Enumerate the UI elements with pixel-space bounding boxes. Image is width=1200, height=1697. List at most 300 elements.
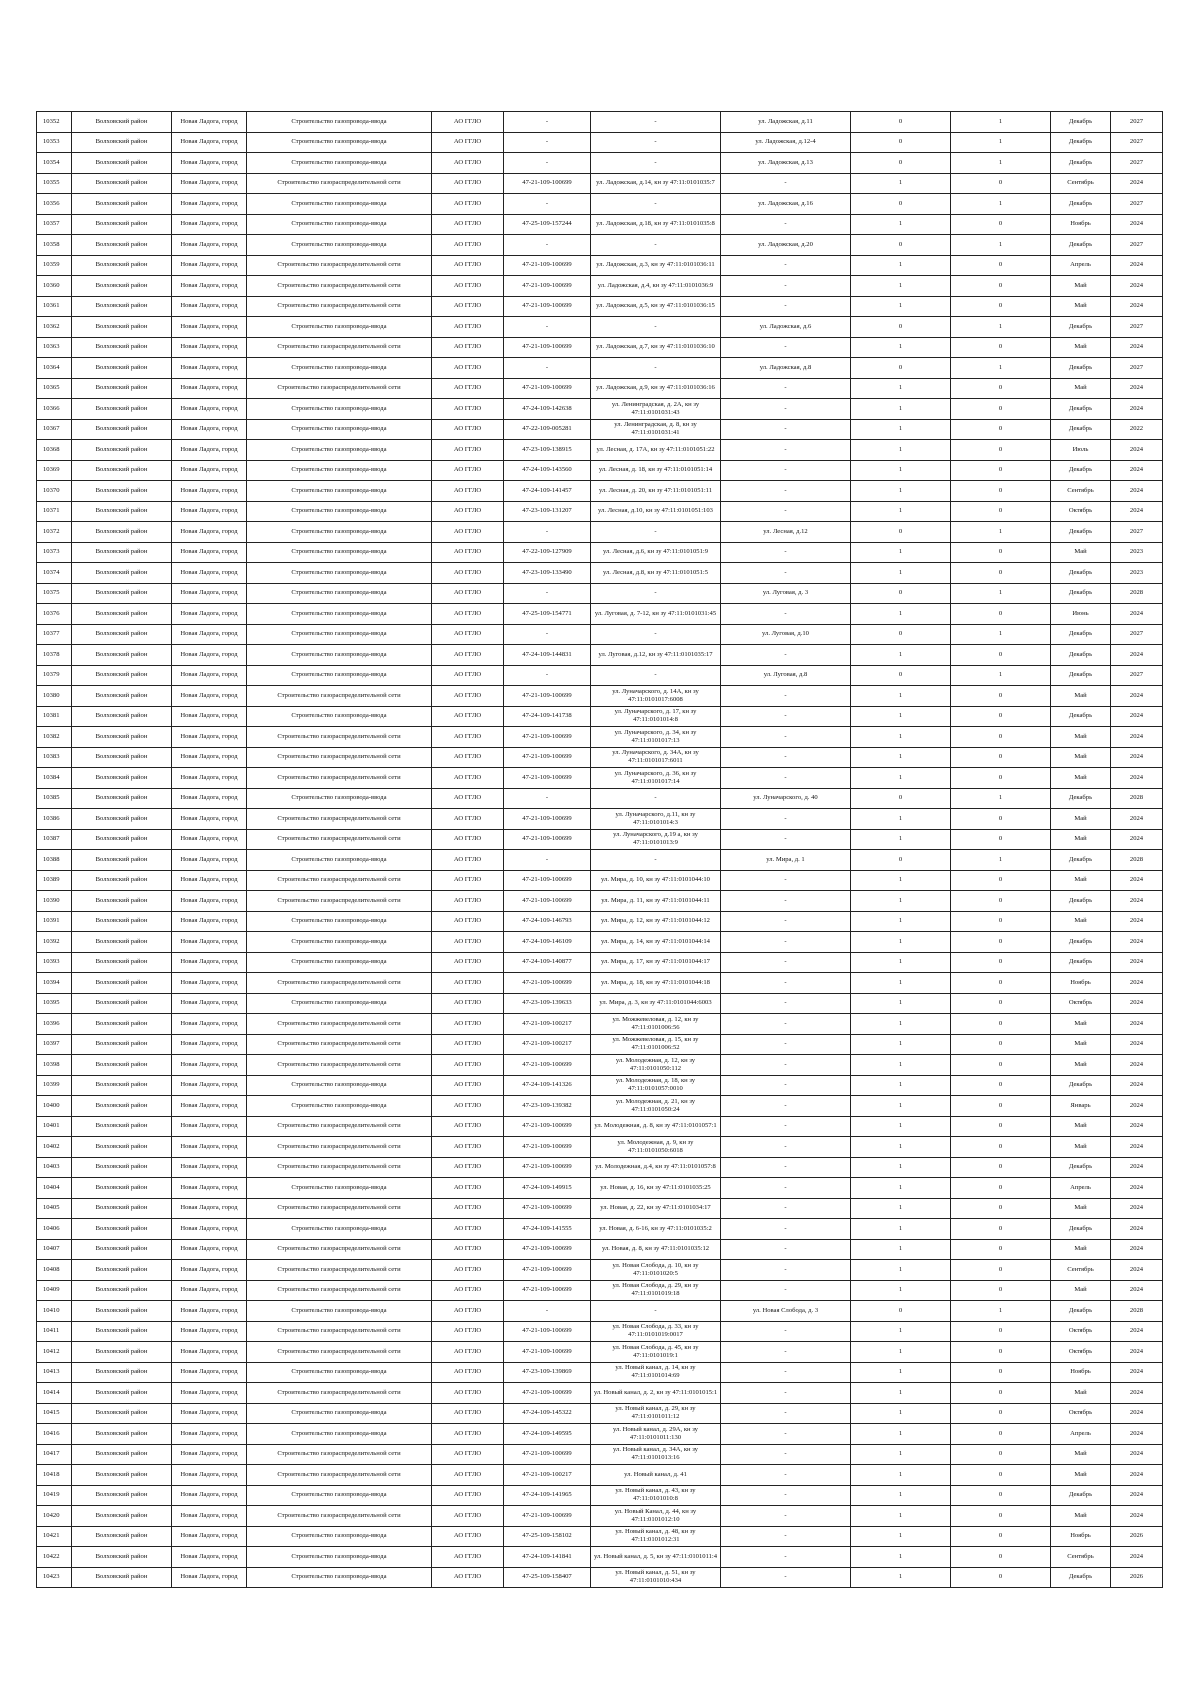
cell-district: Волховский район — [72, 153, 172, 174]
cell-district: Волховский район — [72, 378, 172, 399]
cell-value-b: 0 — [951, 296, 1051, 317]
cell-year: 2026 — [1111, 1526, 1163, 1547]
table-row — [37, 870, 1163, 891]
cell-settlement: Новая Ладога, город — [172, 419, 247, 440]
cell-work-type: Строительство газораспределительной сети — [247, 276, 432, 297]
cell-address: - — [721, 1260, 851, 1281]
table-row — [37, 194, 1163, 215]
cell-settlement: Новая Ладога, город — [172, 1403, 247, 1424]
cell-row-number: 10395 — [37, 993, 72, 1014]
cell-settlement: Новая Ладога, город — [172, 337, 247, 358]
cell-district: Волховский район — [72, 1137, 172, 1158]
cell-value-a: 1 — [851, 1260, 951, 1281]
cell-organization: АО ГГЛО — [432, 1178, 504, 1199]
table-row — [37, 1301, 1163, 1322]
cell-address: - — [721, 1485, 851, 1506]
cell-year: 2024 — [1111, 932, 1163, 953]
cell-row-number: 10422 — [37, 1547, 72, 1568]
cell-settlement: Новая Ладога, город — [172, 173, 247, 194]
cell-work-type: Строительство газопровода-ввода — [247, 788, 432, 809]
cell-application-number: - — [504, 112, 591, 133]
cell-application-number: 47-21-109-100699 — [504, 1055, 591, 1076]
cell-address-cadastral: - — [591, 153, 721, 174]
cell-value-a: 1 — [851, 1239, 951, 1260]
cell-month: Декабрь — [1051, 645, 1111, 666]
cell-address-cadastral: - — [591, 1301, 721, 1322]
cell-address-cadastral: - — [591, 112, 721, 133]
cell-year: 2024 — [1111, 1014, 1163, 1035]
cell-settlement: Новая Ладога, город — [172, 1444, 247, 1465]
cell-row-number: 10384 — [37, 768, 72, 789]
cell-application-number: 47-21-109-100699 — [504, 1506, 591, 1527]
cell-application-number: 47-21-109-100699 — [504, 809, 591, 830]
cell-month: Апрель — [1051, 255, 1111, 276]
cell-organization: АО ГГЛО — [432, 1383, 504, 1404]
cell-value-b: 0 — [951, 952, 1051, 973]
cell-work-type: Строительство газораспределительной сети — [247, 686, 432, 707]
cell-year: 2024 — [1111, 214, 1163, 235]
cell-application-number: 47-21-109-100699 — [504, 768, 591, 789]
cell-district: Волховский район — [72, 1239, 172, 1260]
cell-value-a: 1 — [851, 1034, 951, 1055]
cell-value-a: 0 — [851, 788, 951, 809]
cell-value-b: 1 — [951, 153, 1051, 174]
cell-row-number: 10371 — [37, 501, 72, 522]
cell-settlement: Новая Ладога, город — [172, 235, 247, 256]
cell-settlement: Новая Ладога, город — [172, 1096, 247, 1117]
cell-value-b: 0 — [951, 378, 1051, 399]
cell-district: Волховский район — [72, 1424, 172, 1445]
cell-settlement: Новая Ладога, город — [172, 460, 247, 481]
cell-application-number: 47-23-109-139382 — [504, 1096, 591, 1117]
cell-address-cadastral: ул. Мира, д. 10, кн зу 47:11:0101044:10 — [591, 870, 721, 891]
cell-address: ул. Мира, д. 1 — [721, 850, 851, 871]
cell-address-cadastral: ул. Луначарского, д. 17, кн зу 47:11:0101014:8 — [591, 706, 721, 727]
cell-address-cadastral: - — [591, 317, 721, 338]
cell-address: ул. Ладожская, д.11 — [721, 112, 851, 133]
cell-address-cadastral: ул. Луначарского, д.19 а, кн зу 47:11:0101013:9 — [591, 829, 721, 850]
cell-address: - — [721, 214, 851, 235]
cell-value-b: 0 — [951, 645, 1051, 666]
table-row — [37, 747, 1163, 768]
table-row — [37, 686, 1163, 707]
cell-value-a: 1 — [851, 1567, 951, 1588]
cell-month: Май — [1051, 768, 1111, 789]
cell-address-cadastral: ул. Можжевеловая, д. 12, кн зу 47:11:0101006:56 — [591, 1014, 721, 1035]
cell-value-b: 0 — [951, 501, 1051, 522]
cell-district: Волховский район — [72, 952, 172, 973]
cell-organization: АО ГГЛО — [432, 1157, 504, 1178]
cell-organization: АО ГГЛО — [432, 747, 504, 768]
cell-organization: АО ГГЛО — [432, 665, 504, 686]
cell-organization: АО ГГЛО — [432, 952, 504, 973]
cell-work-type: Строительство газопровода-ввода — [247, 1526, 432, 1547]
table-row — [37, 501, 1163, 522]
cell-row-number: 10398 — [37, 1055, 72, 1076]
cell-work-type: Строительство газопровода-ввода — [247, 1178, 432, 1199]
cell-settlement: Новая Ладога, город — [172, 952, 247, 973]
table-row — [37, 317, 1163, 338]
table-row — [37, 1362, 1163, 1383]
cell-work-type: Строительство газопровода-ввода — [247, 153, 432, 174]
cell-value-b: 0 — [951, 809, 1051, 830]
cell-address-cadastral: ул. Новый канал, д. 43, кн зу 47:11:0101010:8 — [591, 1485, 721, 1506]
cell-application-number: 47-23-109-138915 — [504, 440, 591, 461]
cell-value-b: 0 — [951, 973, 1051, 994]
cell-value-b: 0 — [951, 727, 1051, 748]
cell-settlement: Новая Ладога, город — [172, 1280, 247, 1301]
cell-application-number: - — [504, 522, 591, 543]
cell-address: - — [721, 481, 851, 502]
table-row — [37, 1157, 1163, 1178]
cell-application-number: 47-24-109-140877 — [504, 952, 591, 973]
cell-organization: АО ГГЛО — [432, 255, 504, 276]
cell-value-a: 1 — [851, 993, 951, 1014]
cell-value-a: 1 — [851, 911, 951, 932]
cell-work-type: Строительство газораспределительной сети — [247, 1506, 432, 1527]
cell-value-b: 0 — [951, 1465, 1051, 1486]
table-row — [37, 419, 1163, 440]
cell-address: - — [721, 542, 851, 563]
cell-value-a: 1 — [851, 419, 951, 440]
cell-value-a: 1 — [851, 1280, 951, 1301]
cell-year: 2024 — [1111, 891, 1163, 912]
cell-month: Декабрь — [1051, 624, 1111, 645]
cell-settlement: Новая Ладога, город — [172, 1383, 247, 1404]
cell-district: Волховский район — [72, 583, 172, 604]
cell-settlement: Новая Ладога, город — [172, 1219, 247, 1240]
cell-district: Волховский район — [72, 706, 172, 727]
cell-value-a: 1 — [851, 378, 951, 399]
cell-month: Май — [1051, 1239, 1111, 1260]
cell-value-b: 0 — [951, 1526, 1051, 1547]
cell-value-a: 1 — [851, 1219, 951, 1240]
cell-month: Декабрь — [1051, 583, 1111, 604]
cell-year: 2024 — [1111, 501, 1163, 522]
cell-month: Октябрь — [1051, 1321, 1111, 1342]
cell-organization: АО ГГЛО — [432, 358, 504, 379]
cell-organization: АО ГГЛО — [432, 1506, 504, 1527]
cell-application-number: 47-24-109-146793 — [504, 911, 591, 932]
cell-district: Волховский район — [72, 1547, 172, 1568]
cell-address: - — [721, 1157, 851, 1178]
cell-value-a: 1 — [851, 214, 951, 235]
cell-district: Волховский район — [72, 1178, 172, 1199]
cell-address: - — [721, 1055, 851, 1076]
cell-settlement: Новая Ладога, город — [172, 604, 247, 625]
table-row — [37, 1547, 1163, 1568]
cell-district: Волховский район — [72, 1567, 172, 1588]
cell-year: 2024 — [1111, 1034, 1163, 1055]
cell-address-cadastral: - — [591, 665, 721, 686]
table-row — [37, 1485, 1163, 1506]
cell-year: 2024 — [1111, 1157, 1163, 1178]
cell-address-cadastral: ул. Новый канал, д. 51, кн зу 47:11:0101010:434 — [591, 1567, 721, 1588]
cell-address-cadastral: ул. Новый канал, д. 48, кн зу 47:11:0101012:31 — [591, 1526, 721, 1547]
cell-value-a: 1 — [851, 501, 951, 522]
table-row — [37, 235, 1163, 256]
cell-organization: АО ГГЛО — [432, 1362, 504, 1383]
cell-month: Декабрь — [1051, 399, 1111, 420]
cell-year: 2024 — [1111, 706, 1163, 727]
cell-value-b: 1 — [951, 1301, 1051, 1322]
cell-settlement: Новая Ладога, город — [172, 1342, 247, 1363]
cell-settlement: Новая Ладога, город — [172, 1526, 247, 1547]
cell-value-b: 0 — [951, 1178, 1051, 1199]
cell-row-number: 10386 — [37, 809, 72, 830]
cell-value-a: 1 — [851, 1444, 951, 1465]
cell-month: Декабрь — [1051, 235, 1111, 256]
cell-work-type: Строительство газопровода-ввода — [247, 1567, 432, 1588]
table-row — [37, 1465, 1163, 1486]
cell-row-number: 10385 — [37, 788, 72, 809]
cell-month: Май — [1051, 1506, 1111, 1527]
cell-address-cadastral: ул. Новый канал, д. 2, кн зу 47:11:0101015:1 — [591, 1383, 721, 1404]
cell-settlement: Новая Ладога, город — [172, 583, 247, 604]
cell-row-number: 10416 — [37, 1424, 72, 1445]
cell-year: 2024 — [1111, 1383, 1163, 1404]
cell-value-a: 1 — [851, 1198, 951, 1219]
cell-value-b: 1 — [951, 235, 1051, 256]
cell-application-number: - — [504, 583, 591, 604]
cell-application-number: - — [504, 850, 591, 871]
cell-work-type: Строительство газопровода-ввода — [247, 911, 432, 932]
cell-settlement: Новая Ладога, город — [172, 829, 247, 850]
cell-work-type: Строительство газопровода-ввода — [247, 358, 432, 379]
cell-settlement: Новая Ладога, город — [172, 399, 247, 420]
cell-application-number: 47-21-109-100699 — [504, 1157, 591, 1178]
cell-month: Июль — [1051, 440, 1111, 461]
cell-month: Декабрь — [1051, 153, 1111, 174]
cell-settlement: Новая Ладога, город — [172, 440, 247, 461]
cell-address-cadastral: ул. Ладожская, д.4, кн зу 47:11:0101036:9 — [591, 276, 721, 297]
cell-organization: АО ГГЛО — [432, 1034, 504, 1055]
cell-work-type: Строительство газораспределительной сети — [247, 891, 432, 912]
cell-application-number: 47-23-109-131207 — [504, 501, 591, 522]
cell-district: Волховский район — [72, 1034, 172, 1055]
cell-address-cadastral: ул. Новый Канал, д. 44, кн зу 47:11:0101012:10 — [591, 1506, 721, 1527]
cell-year: 2024 — [1111, 1342, 1163, 1363]
cell-district: Волховский район — [72, 1280, 172, 1301]
cell-year: 2024 — [1111, 276, 1163, 297]
cell-month: Январь — [1051, 1096, 1111, 1117]
cell-year: 2024 — [1111, 809, 1163, 830]
cell-value-a: 1 — [851, 706, 951, 727]
cell-settlement: Новая Ладога, город — [172, 747, 247, 768]
cell-row-number: 10373 — [37, 542, 72, 563]
cell-settlement: Новая Ладога, город — [172, 891, 247, 912]
cell-application-number: 47-21-109-100699 — [504, 1116, 591, 1137]
cell-address-cadastral: ул. Новая, д. 16, кн зу 47:11:0101035:25 — [591, 1178, 721, 1199]
cell-organization: АО ГГЛО — [432, 1075, 504, 1096]
cell-work-type: Строительство газопровода-ввода — [247, 563, 432, 584]
cell-year: 2024 — [1111, 1075, 1163, 1096]
cell-value-a: 1 — [851, 1526, 951, 1547]
cell-address: - — [721, 1526, 851, 1547]
cell-address-cadastral: - — [591, 624, 721, 645]
cell-year: 2024 — [1111, 1465, 1163, 1486]
cell-work-type: Строительство газопровода-ввода — [247, 1075, 432, 1096]
cell-application-number: 47-22-109-127909 — [504, 542, 591, 563]
cell-address: - — [721, 1014, 851, 1035]
cell-row-number: 10390 — [37, 891, 72, 912]
cell-value-a: 1 — [851, 1137, 951, 1158]
cell-settlement: Новая Ладога, город — [172, 481, 247, 502]
cell-year: 2027 — [1111, 132, 1163, 153]
table-row — [37, 1239, 1163, 1260]
cell-year: 2024 — [1111, 911, 1163, 932]
cell-work-type: Строительство газораспределительной сети — [247, 1342, 432, 1363]
cell-application-number: 47-24-109-146109 — [504, 932, 591, 953]
cell-application-number: 47-24-109-141326 — [504, 1075, 591, 1096]
cell-work-type: Строительство газораспределительной сети — [247, 747, 432, 768]
cell-address: - — [721, 1342, 851, 1363]
cell-settlement: Новая Ладога, город — [172, 276, 247, 297]
cell-year: 2027 — [1111, 522, 1163, 543]
cell-district: Волховский район — [72, 173, 172, 194]
cell-address-cadastral: ул. Ладожская, д.3, кн зу 47:11:0101036:11 — [591, 255, 721, 276]
cell-work-type: Строительство газопровода-ввода — [247, 460, 432, 481]
cell-value-b: 0 — [951, 1342, 1051, 1363]
cell-value-a: 1 — [851, 1383, 951, 1404]
cell-application-number: 47-21-109-100217 — [504, 1034, 591, 1055]
cell-district: Волховский район — [72, 1075, 172, 1096]
cell-work-type: Строительство газораспределительной сети — [247, 255, 432, 276]
cell-district: Волховский район — [72, 399, 172, 420]
cell-address-cadastral: ул. Ладожская, д.18, кн зу 47:11:0101035:8 — [591, 214, 721, 235]
cell-application-number: 47-24-109-149915 — [504, 1178, 591, 1199]
cell-address-cadastral: - — [591, 235, 721, 256]
cell-address: - — [721, 1239, 851, 1260]
cell-address-cadastral: - — [591, 132, 721, 153]
cell-value-b: 0 — [951, 1321, 1051, 1342]
cell-year: 2024 — [1111, 1547, 1163, 1568]
table-row — [37, 1526, 1163, 1547]
cell-address-cadastral: ул. Лесная, д.10, кн зу 47:11:0101051:103 — [591, 501, 721, 522]
cell-address-cadastral: ул. Луначарского, д. 36, кн зу 47:11:0101017:14 — [591, 768, 721, 789]
table-row — [37, 173, 1163, 194]
cell-value-a: 0 — [851, 112, 951, 133]
cell-organization: АО ГГЛО — [432, 604, 504, 625]
cell-value-b: 0 — [951, 1547, 1051, 1568]
cell-address-cadastral: ул. Лесная, д.8, кн зу 47:11:0101051:5 — [591, 563, 721, 584]
cell-value-b: 1 — [951, 624, 1051, 645]
cell-address: ул. Лесная, д.12 — [721, 522, 851, 543]
cell-district: Волховский район — [72, 1219, 172, 1240]
cell-value-a: 1 — [851, 686, 951, 707]
cell-address: - — [721, 173, 851, 194]
cell-organization: АО ГГЛО — [432, 932, 504, 953]
cell-value-b: 0 — [951, 1096, 1051, 1117]
cell-row-number: 10412 — [37, 1342, 72, 1363]
cell-work-type: Строительство газопровода-ввода — [247, 706, 432, 727]
table-row — [37, 645, 1163, 666]
cell-district: Волховский район — [72, 665, 172, 686]
cell-district: Волховский район — [72, 296, 172, 317]
cell-address-cadastral: ул. Мира, д. 3, кн зу 47:11:0101044:6003 — [591, 993, 721, 1014]
cell-address: - — [721, 1362, 851, 1383]
cell-district: Волховский район — [72, 214, 172, 235]
cell-district: Волховский район — [72, 645, 172, 666]
cell-district: Волховский район — [72, 1444, 172, 1465]
cell-work-type: Строительство газопровода-ввода — [247, 604, 432, 625]
cell-row-number: 10367 — [37, 419, 72, 440]
cell-value-b: 0 — [951, 1280, 1051, 1301]
cell-address-cadastral: ул. Лесная, д. 17А, кн зу 47:11:0101051:22 — [591, 440, 721, 461]
table-row — [37, 1116, 1163, 1137]
cell-value-b: 1 — [951, 194, 1051, 215]
cell-month: Сентябрь — [1051, 1260, 1111, 1281]
cell-row-number: 10378 — [37, 645, 72, 666]
cell-application-number: 47-24-109-141457 — [504, 481, 591, 502]
cell-value-b: 0 — [951, 870, 1051, 891]
cell-district: Волховский район — [72, 358, 172, 379]
cell-address: - — [721, 768, 851, 789]
cell-address: ул. Луговая, д.10 — [721, 624, 851, 645]
cell-year: 2024 — [1111, 460, 1163, 481]
cell-row-number: 10370 — [37, 481, 72, 502]
cell-row-number: 10410 — [37, 1301, 72, 1322]
cell-address: ул. Ладожская, д.6 — [721, 317, 851, 338]
cell-work-type: Строительство газораспределительной сети — [247, 1137, 432, 1158]
cell-district: Волховский район — [72, 194, 172, 215]
cell-row-number: 10365 — [37, 378, 72, 399]
cell-organization: АО ГГЛО — [432, 1280, 504, 1301]
cell-month: Май — [1051, 1116, 1111, 1137]
cell-organization: АО ГГЛО — [432, 112, 504, 133]
cell-value-b: 0 — [951, 829, 1051, 850]
cell-address-cadastral: ул. Мира, д. 11, кн зу 47:11:0101044:11 — [591, 891, 721, 912]
cell-row-number: 10392 — [37, 932, 72, 953]
cell-row-number: 10419 — [37, 1485, 72, 1506]
cell-address: - — [721, 1034, 851, 1055]
table-row — [37, 665, 1163, 686]
cell-organization: АО ГГЛО — [432, 132, 504, 153]
cell-month: Декабрь — [1051, 1219, 1111, 1240]
cell-work-type: Строительство газопровода-ввода — [247, 235, 432, 256]
table-row — [37, 604, 1163, 625]
cell-value-a: 1 — [851, 870, 951, 891]
cell-year: 2024 — [1111, 1116, 1163, 1137]
cell-organization: АО ГГЛО — [432, 706, 504, 727]
cell-address-cadastral: ул. Новая Слобода, д. 45, кн зу 47:11:0101019:1 — [591, 1342, 721, 1363]
cell-settlement: Новая Ладога, город — [172, 1157, 247, 1178]
cell-settlement: Новая Ладога, город — [172, 850, 247, 871]
cell-settlement: Новая Ладога, город — [172, 214, 247, 235]
cell-address-cadastral: - — [591, 850, 721, 871]
cell-row-number: 10379 — [37, 665, 72, 686]
cell-value-b: 0 — [951, 1116, 1051, 1137]
cell-application-number: 47-21-109-100699 — [504, 255, 591, 276]
cell-row-number: 10380 — [37, 686, 72, 707]
cell-address-cadastral: ул. Новый канал, д. 29, кн зу 47:11:0101011:12 — [591, 1403, 721, 1424]
cell-application-number: - — [504, 317, 591, 338]
table-row — [37, 378, 1163, 399]
cell-address-cadastral: ул. Луначарского, д. 14А, кн зу 47:11:0101017:6008 — [591, 686, 721, 707]
table-row — [37, 973, 1163, 994]
cell-month: Май — [1051, 296, 1111, 317]
cell-organization: АО ГГЛО — [432, 1219, 504, 1240]
cell-row-number: 10374 — [37, 563, 72, 584]
cell-value-a: 1 — [851, 1055, 951, 1076]
cell-month: Май — [1051, 829, 1111, 850]
cell-work-type: Строительство газораспределительной сети — [247, 768, 432, 789]
cell-work-type: Строительство газораспределительной сети — [247, 809, 432, 830]
cell-organization: АО ГГЛО — [432, 1547, 504, 1568]
cell-address-cadastral: ул. Ладожская, д.9, кн зу 47:11:0101036:16 — [591, 378, 721, 399]
cell-value-b: 0 — [951, 1260, 1051, 1281]
cell-address-cadastral: ул. Новый канал, д. 29А, кн зу 47:11:0101011:130 — [591, 1424, 721, 1445]
